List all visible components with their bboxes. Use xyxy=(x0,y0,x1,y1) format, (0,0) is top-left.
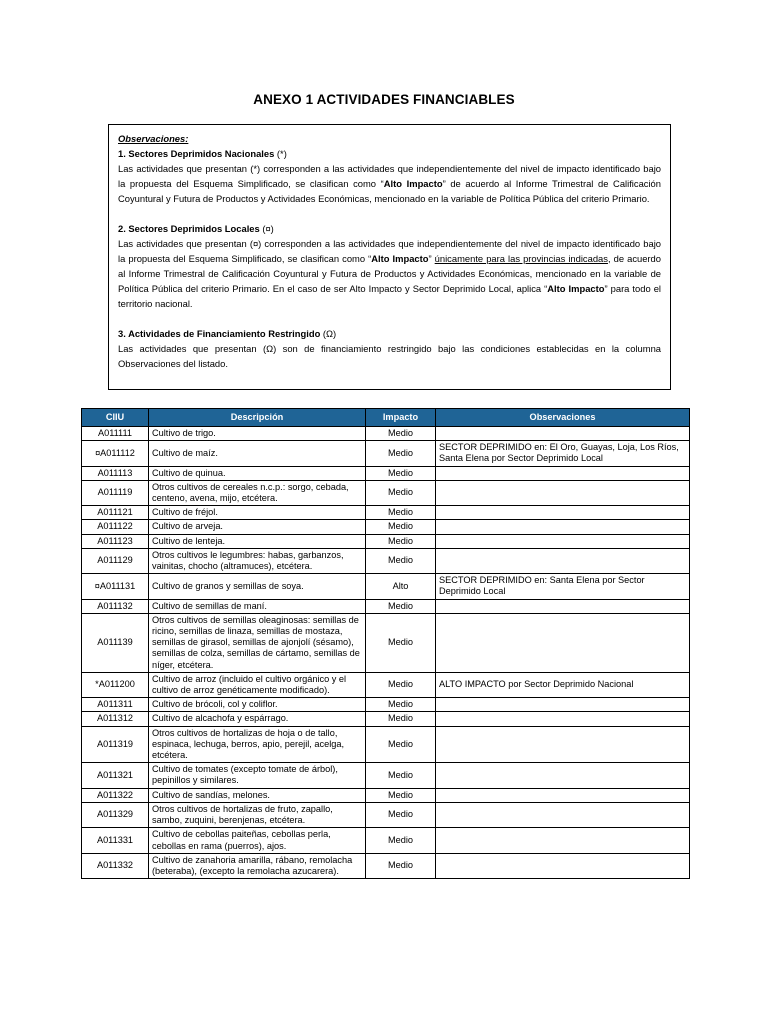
table-row xyxy=(82,520,690,534)
cell-impacto: Medio xyxy=(366,466,436,480)
cell-descripcion: Cultivo de semillas de maní. xyxy=(149,599,366,613)
cell-impacto: Medio xyxy=(366,506,436,520)
obs-s3-title: 3. Actividades de Financiamiento Restringido xyxy=(118,328,321,339)
cell-impacto: Medio xyxy=(366,480,436,505)
cell-descripcion: Otros cultivos de hortalizas de hoja o de tallo, espinaca, lechuga, berros, apio, perejil, acelga, etcétera. xyxy=(149,726,366,763)
cell-ciiu: ¤A011131 xyxy=(82,574,149,599)
observations-box xyxy=(108,124,671,390)
cell-descripcion: Otros cultivos de semillas oleaginosas: semillas de ricino, semillas de linaza, semillas de mostaza, semillas de girasol, semillas de ajonjolí (sésamo), semillas de colza, semillas de cártamo, semillas de níger, etcétera. xyxy=(149,613,366,672)
cell-observaciones xyxy=(436,466,690,480)
cell-observaciones xyxy=(436,698,690,712)
cell-observaciones: SECTOR DEPRIMIDO en: Santa Elena por Sector Deprimido Local xyxy=(436,574,690,599)
cell-ciiu: A011122 xyxy=(82,520,149,534)
cell-observaciones: SECTOR DEPRIMIDO en: El Oro, Guayas, Loja, Los Ríos, Santa Elena por Sector Deprimido Local xyxy=(436,441,690,466)
obs-s3-text: Las actividades que presentan (Ω) son de financiamiento restringido bajo las condiciones establecidas en la columna Observaciones del listado. xyxy=(118,343,661,369)
cell-descripcion: Cultivo de fréjol. xyxy=(149,506,366,520)
obs-s3-symbol: (Ω) xyxy=(320,328,337,339)
cell-ciiu: A011139 xyxy=(82,613,149,672)
header-observaciones: Observaciones xyxy=(436,409,690,427)
table-row xyxy=(82,712,690,726)
cell-ciiu: A011319 xyxy=(82,726,149,763)
cell-observaciones xyxy=(436,853,690,878)
cell-descripcion: Cultivo de quinua. xyxy=(149,466,366,480)
header-ciiu: CIIU xyxy=(82,409,149,427)
cell-observaciones xyxy=(436,802,690,827)
cell-impacto: Medio xyxy=(366,853,436,878)
activities-table xyxy=(81,408,690,879)
header-impacto: Impacto xyxy=(366,409,436,427)
table-header-row xyxy=(82,409,690,427)
cell-impacto: Medio xyxy=(366,672,436,697)
obs-section-3 xyxy=(118,326,661,371)
table-row xyxy=(82,574,690,599)
cell-impacto: Medio xyxy=(366,698,436,712)
obs-s2-symbol: (¤) xyxy=(259,223,274,234)
cell-descripcion: Cultivo de maíz. xyxy=(149,441,366,466)
obs-s2-text: Las actividades que presentan (¤) corresponden a las actividades que independientemente del nivel de impacto identificado bajo la propuesta del Esquema Simplificado, se clasifican como “Alto Impacto” únicamente para las provincias indicadas, de acuerdo al Informe Trimestral de Calificación Coyuntural y Futura de Productos y Actividades Económicas, mencionado en la variable de Política Pública del criterio Primario. En el caso de ser Alto Impacto y Sector Deprimido Local, aplica “Alto Impacto” para todo el territorio nacional. xyxy=(118,238,661,309)
cell-descripcion: Cultivo de lenteja. xyxy=(149,534,366,548)
cell-impacto: Medio xyxy=(366,520,436,534)
table-row xyxy=(82,726,690,763)
cell-observaciones xyxy=(436,534,690,548)
cell-descripcion: Cultivo de cebollas paiteñas, cebollas perla, cebollas en rama (puerros), ajos. xyxy=(149,828,366,853)
cell-ciiu: A011332 xyxy=(82,853,149,878)
cell-impacto: Medio xyxy=(366,726,436,763)
cell-descripcion: Cultivo de sandías, melones. xyxy=(149,788,366,802)
cell-observaciones xyxy=(436,427,690,441)
cell-descripcion: Cultivo de arveja. xyxy=(149,520,366,534)
cell-observaciones xyxy=(436,520,690,534)
cell-impacto: Medio xyxy=(366,534,436,548)
cell-descripcion: Otros cultivos de hortalizas de fruto, zapallo, sambo, zuquini, berenjenas, etcétera. xyxy=(149,802,366,827)
cell-ciiu: A011113 xyxy=(82,466,149,480)
cell-observaciones xyxy=(436,548,690,573)
cell-ciiu: A011322 xyxy=(82,788,149,802)
cell-descripcion: Otros cultivos le legumbres: habas, garbanzos, vainitas, chocho (altramuces), etcétera. xyxy=(149,548,366,573)
page-title: ANEXO 1 ACTIVIDADES FINANCIABLES xyxy=(253,92,515,107)
cell-ciiu: A011121 xyxy=(82,506,149,520)
cell-ciiu: A011312 xyxy=(82,712,149,726)
cell-observaciones xyxy=(436,788,690,802)
cell-impacto: Medio xyxy=(366,788,436,802)
table-row xyxy=(82,427,690,441)
cell-descripcion: Cultivo de alcachofa y espárrago. xyxy=(149,712,366,726)
table-row xyxy=(82,672,690,697)
table-row xyxy=(82,788,690,802)
obs-s2-title: 2. Sectores Deprimidos Locales xyxy=(118,223,260,234)
cell-descripcion: Cultivo de tomates (excepto tomate de árbol), pepinillos y similares. xyxy=(149,763,366,788)
table-row xyxy=(82,599,690,613)
cell-ciiu: A011331 xyxy=(82,828,149,853)
cell-observaciones xyxy=(436,763,690,788)
cell-impacto: Medio xyxy=(366,599,436,613)
obs-s1-text: Las actividades que presentan (*) corresponden a las actividades que independientemente del nivel de impacto identificado bajo la propuesta del Esquema Simplificado, se clasifican como “Alto Impacto” de acuerdo al Informe Trimestral de Calificación Coyuntural y Futura de Productos y Actividades Económicas, mencionado en la variable de Política Pública del criterio Primario. xyxy=(118,163,661,204)
cell-observaciones xyxy=(436,599,690,613)
cell-impacto: Alto xyxy=(366,574,436,599)
cell-observaciones xyxy=(436,480,690,505)
cell-impacto: Medio xyxy=(366,441,436,466)
cell-impacto: Medio xyxy=(366,427,436,441)
cell-ciiu: A011119 xyxy=(82,480,149,505)
table-row xyxy=(82,802,690,827)
cell-ciiu: A011329 xyxy=(82,802,149,827)
cell-observaciones xyxy=(436,613,690,672)
cell-observaciones: ALTO IMPACTO por Sector Deprimido Nacional xyxy=(436,672,690,697)
cell-ciiu: A011111 xyxy=(82,427,149,441)
cell-impacto: Medio xyxy=(366,712,436,726)
cell-descripcion: Otros cultivos de cereales n.c.p.: sorgo, cebada, centeno, avena, mijo, etcétera. xyxy=(149,480,366,505)
table-row xyxy=(82,548,690,573)
cell-descripcion: Cultivo de arroz (incluido el cultivo orgánico y el cultivo de arroz genéticamente modificado). xyxy=(149,672,366,697)
cell-descripcion: Cultivo de granos y semillas de soya. xyxy=(149,574,366,599)
cell-impacto: Medio xyxy=(366,802,436,827)
obs-s1-title: 1. Sectores Deprimidos Nacionales xyxy=(118,148,275,159)
cell-impacto: Medio xyxy=(366,548,436,573)
cell-ciiu: *A011200 xyxy=(82,672,149,697)
table-row xyxy=(82,613,690,672)
table-row xyxy=(82,534,690,548)
table-row xyxy=(82,763,690,788)
cell-impacto: Medio xyxy=(366,763,436,788)
header-descripcion: Descripción xyxy=(149,409,366,427)
table-row xyxy=(82,828,690,853)
cell-ciiu: A011311 xyxy=(82,698,149,712)
table-row xyxy=(82,698,690,712)
table-row xyxy=(82,480,690,505)
cell-descripcion: Cultivo de trigo. xyxy=(149,427,366,441)
cell-impacto: Medio xyxy=(366,828,436,853)
obs-s1-symbol: (*) xyxy=(274,148,287,159)
table-row xyxy=(82,441,690,466)
cell-observaciones xyxy=(436,726,690,763)
cell-descripcion: Cultivo de zanahoria amarilla, rábano, remolacha (beteraba), (excepto la remolacha azucarera). xyxy=(149,853,366,878)
cell-ciiu: A011321 xyxy=(82,763,149,788)
cell-observaciones xyxy=(436,828,690,853)
observations-heading: Observaciones: xyxy=(118,133,189,144)
cell-impacto: Medio xyxy=(366,613,436,672)
table-row xyxy=(82,506,690,520)
cell-ciiu: A011132 xyxy=(82,599,149,613)
cell-ciiu: A011123 xyxy=(82,534,149,548)
cell-observaciones xyxy=(436,506,690,520)
table-row xyxy=(82,853,690,878)
cell-observaciones xyxy=(436,712,690,726)
cell-ciiu: A011129 xyxy=(82,548,149,573)
obs-section-1 xyxy=(118,146,661,206)
table-row xyxy=(82,466,690,480)
cell-ciiu: ¤A011112 xyxy=(82,441,149,466)
cell-descripcion: Cultivo de brócoli, col y coliflor. xyxy=(149,698,366,712)
obs-section-2 xyxy=(118,221,661,311)
